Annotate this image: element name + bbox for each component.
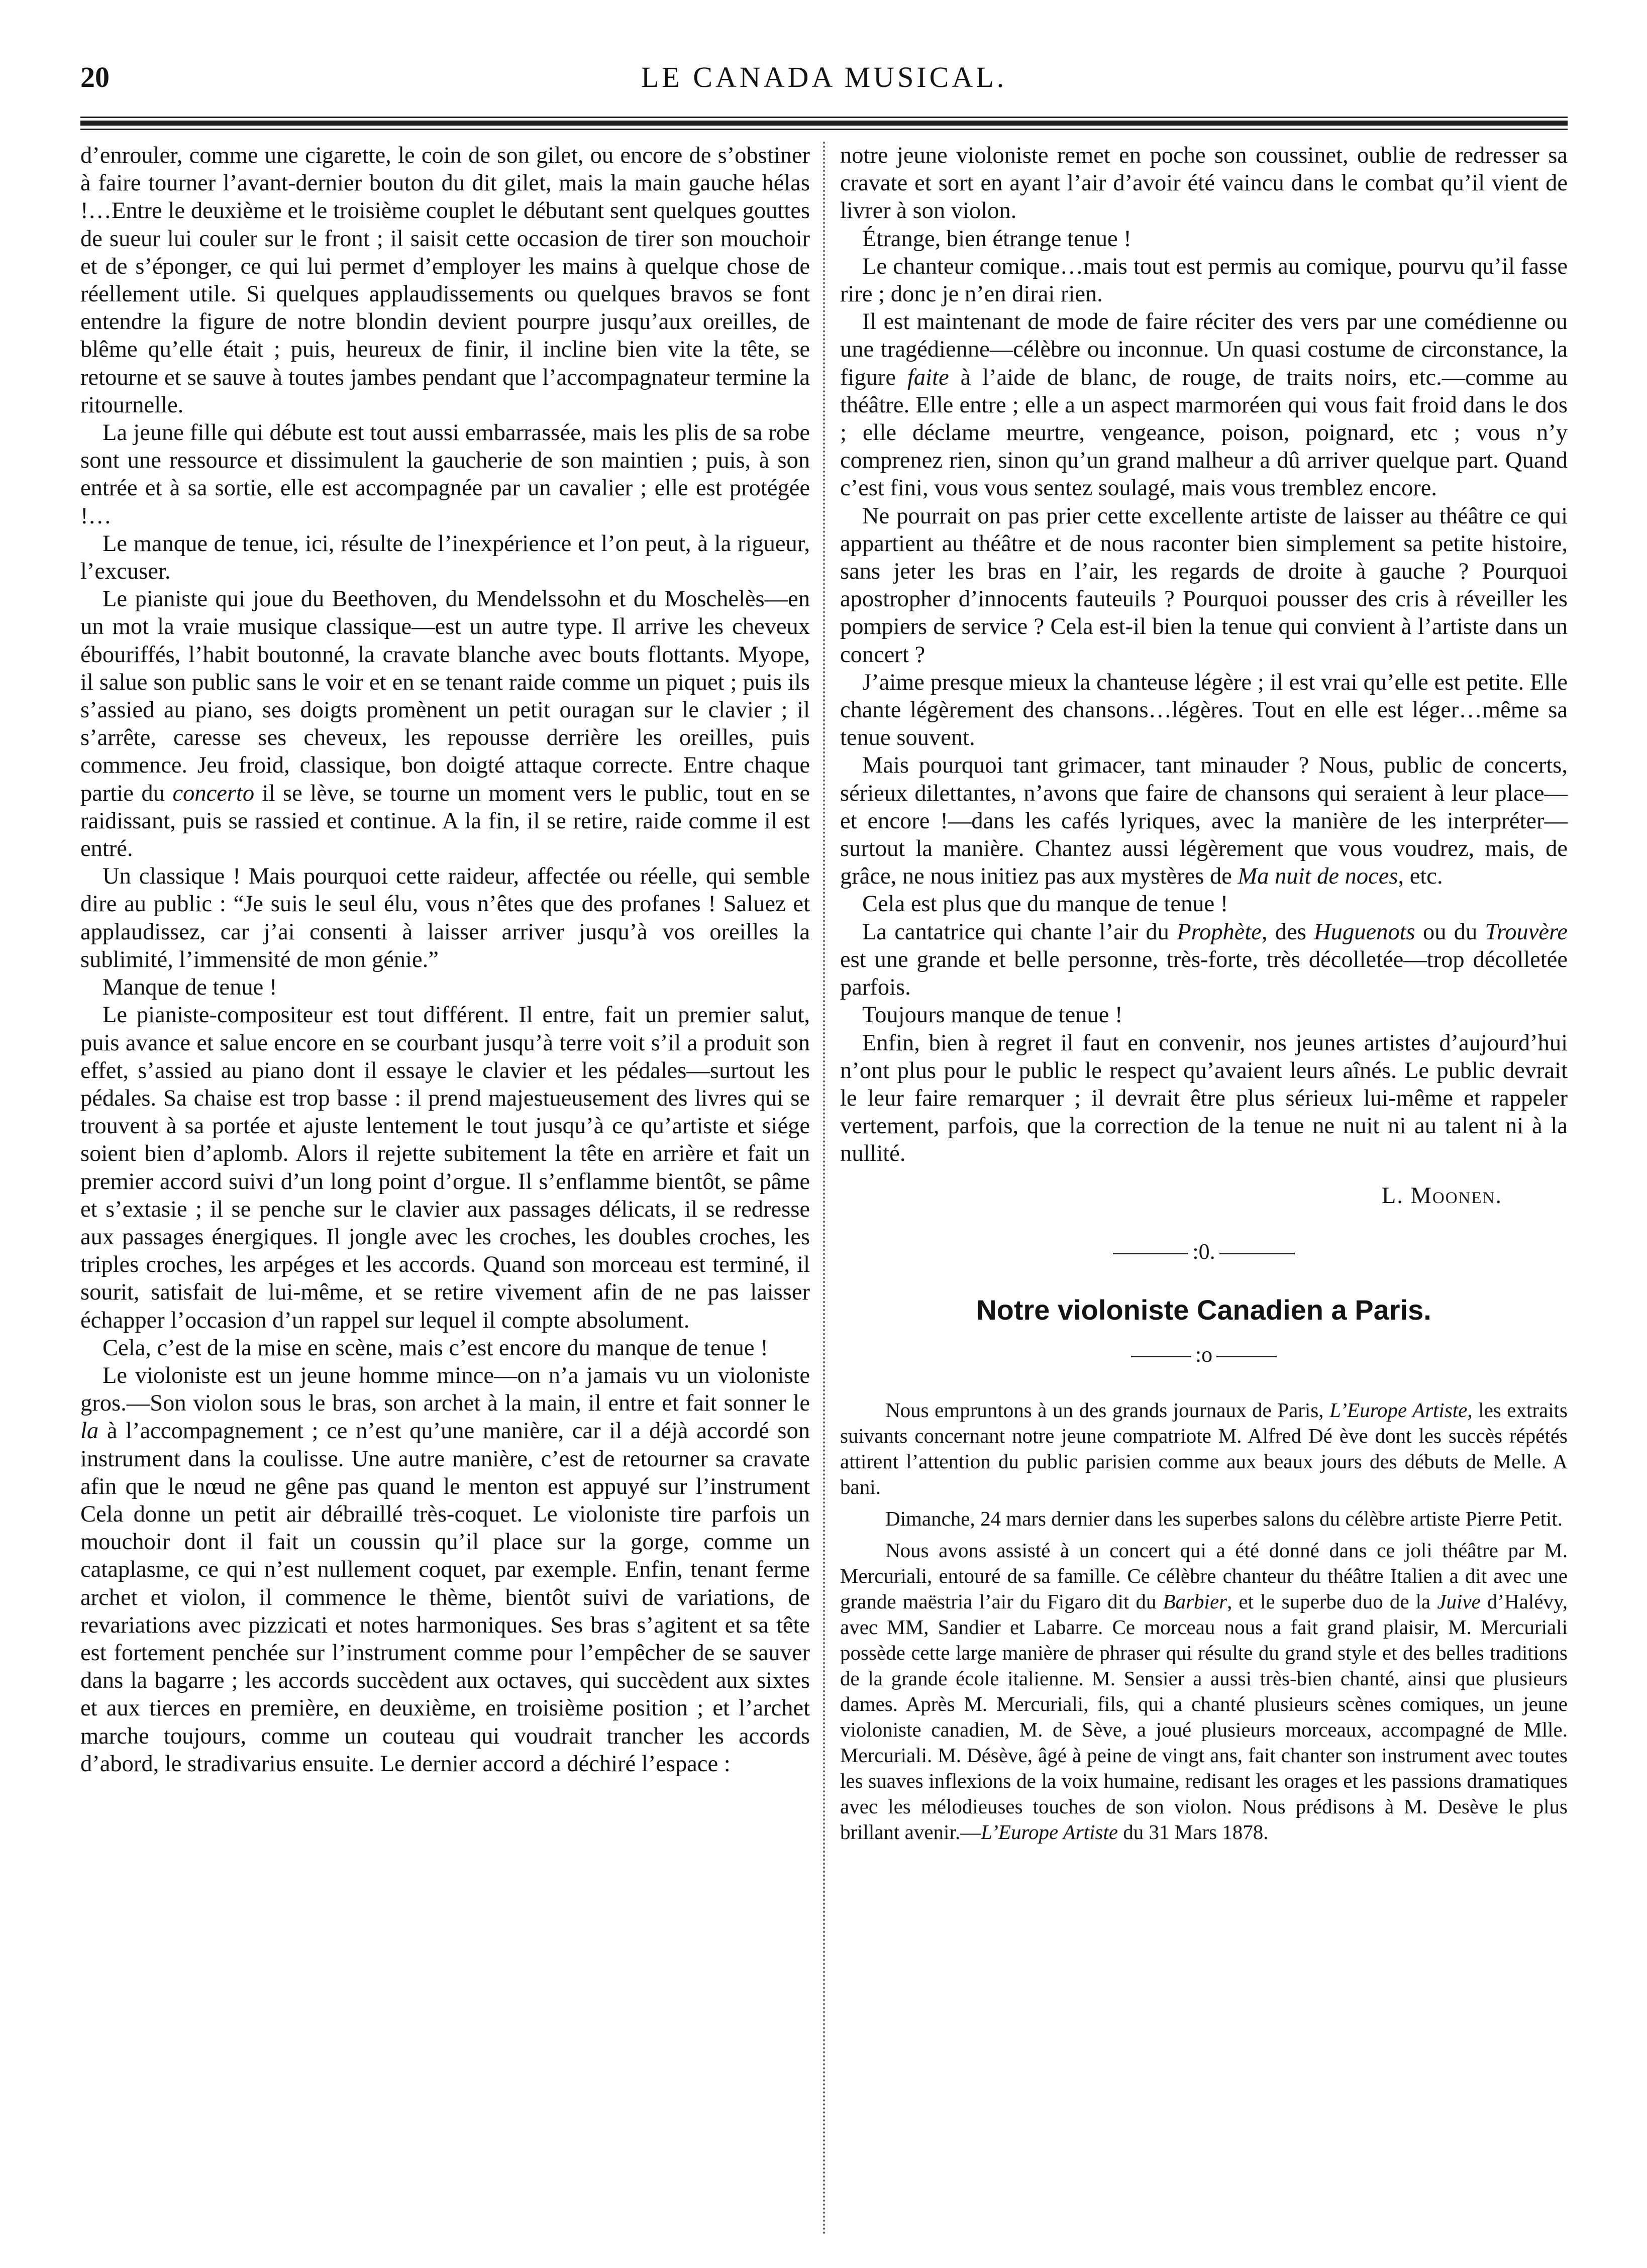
paragraph [840,308,1568,502]
page-number: 20 [80,61,110,93]
text-run: Il est maintenant de mode de faire réciter des vers par une comédienne ou une tragédienne—célèbre ou inconnue. Un quasi costume de circonstance, la figure [840,309,1568,390]
separator-dash [1216,1356,1277,1357]
paragraph: Dimanche, 24 mars dernier dans les superbes salons du célèbre artiste Pierre Petit. [885,1507,1563,1531]
paragraph: Étrange, bien étrange tenue ! [862,226,1131,252]
paragraph: Cela est plus que du manque de tenue ! [862,891,1228,917]
paragraph [840,1538,1568,1845]
text-run: du 31 Mars 1878. [1118,1820,1269,1844]
text-run: , des [1261,919,1314,945]
text-run: Nous empruntons à un des grands journaux de Paris, [885,1398,1330,1422]
paragraph: Toujours manque de tenue ! [862,1002,1123,1028]
paragraph: Manque de tenue ! [102,975,277,1001]
text-run: à l’accompagnement ; ce n’est qu’une manière, car il a déjà accordé son instrument dans la coulisse. Une autre manière, c’est de retourner sa cravate afin que le nœud ne gêne pas quand le menton est appuyé sur l’instrument Cela donne un petit air débraillé très-coquet. Le violoniste tire parfois un mouchoir dont il fait un coussin qu’il place sur la gorge, comme un cataplasme, ce qui n’est nullement coquet, par exemple. Enfin, tenant ferme archet et violon, il commence le thème, bientôt suivi de variations, de revariations avec pizzicati et notes harmoniques. Ses bras s’agitent et sa tête est fortement penchée sur l’instrument comme pour l’empêcher de se sauver dans la bagarre ; les accords succèdent aux octaves, qui succèdent aux sixtes et aux tierces en première, en deuxième, en troisième position ; et l’archet marche toujours, comme un couteau qui voudrait trancher les accords d’abord, le stradivarius ensuite. Le dernier accord a déchiré l’espace : [80,1418,810,1777]
text-run: d’Halévy, avec MM, Sandier et Labarre. Ce morceau nous a fait grand plaisir, M. Mercuriali possède cette large manière de phraser qui résulte du grand style et des belles traditions de la grande école italienne. M. Sensier a aussi très-bien chanté, ainsi que plusieurs dames. Après M. Mercuriali, fils, qui a chanté plusieurs scènes comiques, un jeune violoniste canadien, M. de Sève, a joué plusieurs morceaux, accompagné de Mlle. Mercuriali. M. Désève, âgé à peine de vingt ans, fait chanter son instrument avec toutes les suaves inflexions de la voix humaine, redisant les orages et les passions dramatiques avec les mélodieuses touches de son violon. Nous prédisons à M. Desève le plus brillant avenir.— [840,1590,1568,1844]
italic-run: L’Europe Artiste [1329,1398,1468,1422]
author-signature: L. Moonen. [1381,1182,1502,1209]
article-title: Notre violoniste Canadien a Paris. [976,1293,1431,1326]
paragraph: d’enrouler, comme une cigarette, le coin de son gilet, ou encore de s’obstiner à faire tourner l’avant-dernier bouton du dit gilet, mais la main gauche hélas !…Entre le deuxième et le troisième couplet le débutant sent quelques gouttes de sueur lui couler sur le front ; il saisit cette occasion de tirer son mouchoir et de s’éponger, ce qui lui permet d’employer les mains à quelque chose de réellement utile. Si quelques applaudissements ou quelques bravos se font entendre la figure de notre blondin devient pourpre jusqu’aux oreilles, de blême qu’elle était ; puis, heureux de finir, il incline bien vite la tête, se retourne et se sauve à toutes jambes pendant que l’accompagnateur termine la ritournelle. [80,143,810,418]
text-run: La cantatrice qui chante l’air du [862,919,1177,945]
paragraph: Le chanteur comique…mais tout est permis au comique, pourvu qu’il fasse rire ; donc je n’en dirai rien. [840,253,1568,307]
italic-run: la [80,1418,99,1444]
paragraph [840,751,1568,890]
separator-dash [1219,1253,1295,1254]
text-run: il se lève, se tourne un moment vers le public, tout en se raidissant, puis se rassied et continue. A la fin, il se retire, raide comme il est entré. [80,780,810,862]
italic-run: Ma nuit de noces [1238,863,1398,890]
paragraph: J’aime presque mieux la chanteuse légère ; il est vrai qu’elle est petite. Elle chante légèrement des chansons…légères. Tout en elle est léger…même sa tenue souvent. [840,669,1568,751]
paragraph [840,918,1568,1002]
text-run: , etc. [1398,863,1443,890]
separator-dash [1113,1253,1188,1254]
paragraph: Un classique ! Mais pourquoi cette raideur, affectée ou réelle, qui semble dire au public : “Je suis le seul élu, vous n’êtes que des profanes ! Saluez et applaudissez, car j’ai consenti à laisser arriver jusqu’à vos oreilles la sublimité, l’immensité de mon génie.” [80,863,810,973]
paragraph: Cela, c’est de la mise en scène, mais c’est encore du manque de tenue ! [102,1335,768,1361]
paragraph: notre jeune violoniste remet en poche son coussinet, oublie de redresser sa cravate et sort en ayant l’air d’avoir été vaincu dans le combat qu’il vient de livrer à son violon. [840,143,1568,224]
paragraph [840,1397,1568,1500]
paragraph: Enfin, bien à regret il faut en convenir, nos jeunes artistes d’aujourd’hui n’ont plus pour le public le respect qu’avaient leurs aînés. Le public devrait le leur faire remarquer ; il devrait être plus sérieux lui-même et rappeler vertement, parfois, que la correction de la tenue ne nuit ni au talent ni à la nullité. [840,1030,1568,1167]
italic-run: faite [907,364,949,390]
section-separator [840,1238,1568,1265]
right-column [840,142,1568,1845]
article-body [840,1397,1568,1845]
text-run: ou du [1415,919,1485,945]
left-column [80,142,810,1778]
header-rule [80,117,1568,134]
text-run: , les extraits suivants concernant notre jeune compatriote M. Alfred Dé ève dont les succès répétés attirent l’attention du public parisien comme aux beaux jours des débuts de Melle. A bani. [840,1398,1568,1499]
text-run: est une grande et belle personne, très-forte, très décolletée—trop décolletée parfois. [840,946,1568,1001]
paragraph: Le pianiste-compositeur est tout différent. Il entre, fait un premier salut, puis avance et salue encore en se courbant jusqu’à terre voit s’il a produit son effet, s’assied au piano dont il essaye le clavier et les pédales—surtout les pédales. Sa chaise est trop basse : il prend majestueusement des livres qui se trouvent à sa portée et ajuste lentement le tout jusqu’à ce qu’artiste et siége soient bien d’aplomb. Alors il rejette subitement la tête en arrière et fait un premier accord suivi d’un long point d’orgue. Il s’enflamme bientôt, se pâme et s’extasie ; il se penche sur le clavier aux passages délicats, il se redresse aux passages énergiques. Il jongle avec les croches, les doubles croches, les triples croches, les arpéges et les accords. Quand son morceau est terminé, il sourit, satisfait de lui-même, et se retire vivement afin de ne pas laisser échapper l’occasion d’un rappel sur lequel il compte absolument. [80,1002,810,1333]
italic-run: Juive [1437,1590,1481,1613]
italic-run: Prophète [1177,919,1262,945]
text-run: Nous avons assisté à un concert qui a été donné dans ce joli théâtre par M. Mercuriali, entouré de sa famille. Ce célèbre chanteur du théâtre Italien a dit avec une grande maëstria l’air du Figaro dit du [840,1539,1568,1613]
italic-run: Huguenots [1314,919,1415,945]
title-separator [840,1341,1568,1368]
italic-run: Barbier [1163,1590,1227,1613]
paragraph: La jeune fille qui débute est tout aussi embarrassée, mais les plis de sa robe sont une ressource et dissimulent la gaucherie de son maintien ; puis, à son entrée et à sa sortie, elle est accompagnée par un cavalier ; elle est protégée !… [80,420,810,529]
text-run: Le violoniste est un jeune homme mince—on n’a jamais vu un violoniste gros.—Son violon sous le bras, son archet à la main, il entre et fait sonner le [80,1362,810,1417]
paragraph [80,1362,810,1778]
separator-mark: :0. [1192,1239,1215,1264]
paragraph [80,585,810,862]
italic-run: Trouvère [1485,919,1568,945]
text-run: , et le superbe duo de la [1227,1590,1437,1613]
column-divider [823,142,825,2236]
text-run: Mais pourquoi tant grimacer, tant minauder ? Nous, public de concerts, sérieux dilettantes, n’avons que faire de chansons qui seraient à leur place—et encore !—dans les cafés lyriques, avec la manière de les interpréter—surtout la manière. Chantez aussi légèrement que vous voudrez, mais, de grâce, ne nous initiez pas aux mystères de [840,752,1568,890]
separator-dash [1131,1356,1191,1357]
text-run: à l’aide de blanc, de rouge, de traits noirs, etc.—comme au théâtre. Elle entre ; elle a un aspect marmoréen qui vous fait froid dans le dos ; elle déclame meurtre, vengeance, poison, poignard, etc ; vous n’y comprenez rien, sinon qu’un grand malheur a dû arriver quelque part. Quand c’est fini, vous vous sentez soulagé, mais vous tremblez encore. [840,364,1568,501]
text-run: Le pianiste qui joue du Beethoven, du Mendelssohn et du Moschelès—en un mot la vraie musique classique—est un autre type. Il arrive les cheveux ébouriffés, l’habit boutonné, la cravate blanche avec bouts flottants. Myope, il salue son public sans le voir et en se tenant raide comme un piquet ; puis ils s’assied au piano, ses doigts promènent un petit ouragan sur le clavier ; il s’arrête, caresse ses cheveux, les repousse derrière les oreilles, puis commence. Jeu froid, classique, bon doigté attaque correcte. Entre chaque partie du [80,586,810,806]
paragraph: Ne pourrait on pas prier cette excellente artiste de laisser au théâtre ce qui appartient au théâtre et de nous raconter bien simplement sa petite histoire, sans jeter les bras en l’air, les regards de droite à gauche ? Pourquoi apostropher d’innocents fauteuils ? Pourquoi pousser des cris à réveiller les pompiers de service ? Cela est-il bien la tenue qui convient à l’artiste dans un concert ? [840,503,1568,668]
masthead-title: LE CANADA MUSICAL. [641,61,1007,93]
italic-run: concerto [172,780,255,806]
paragraph: Le manque de tenue, ici, résulte de l’inexpérience et l’on peut, à la rigueur, l’excuser. [80,530,810,585]
separator-mark: :o [1195,1342,1213,1367]
page-header [80,60,1568,105]
italic-run: L’Europe Artiste [981,1820,1118,1844]
